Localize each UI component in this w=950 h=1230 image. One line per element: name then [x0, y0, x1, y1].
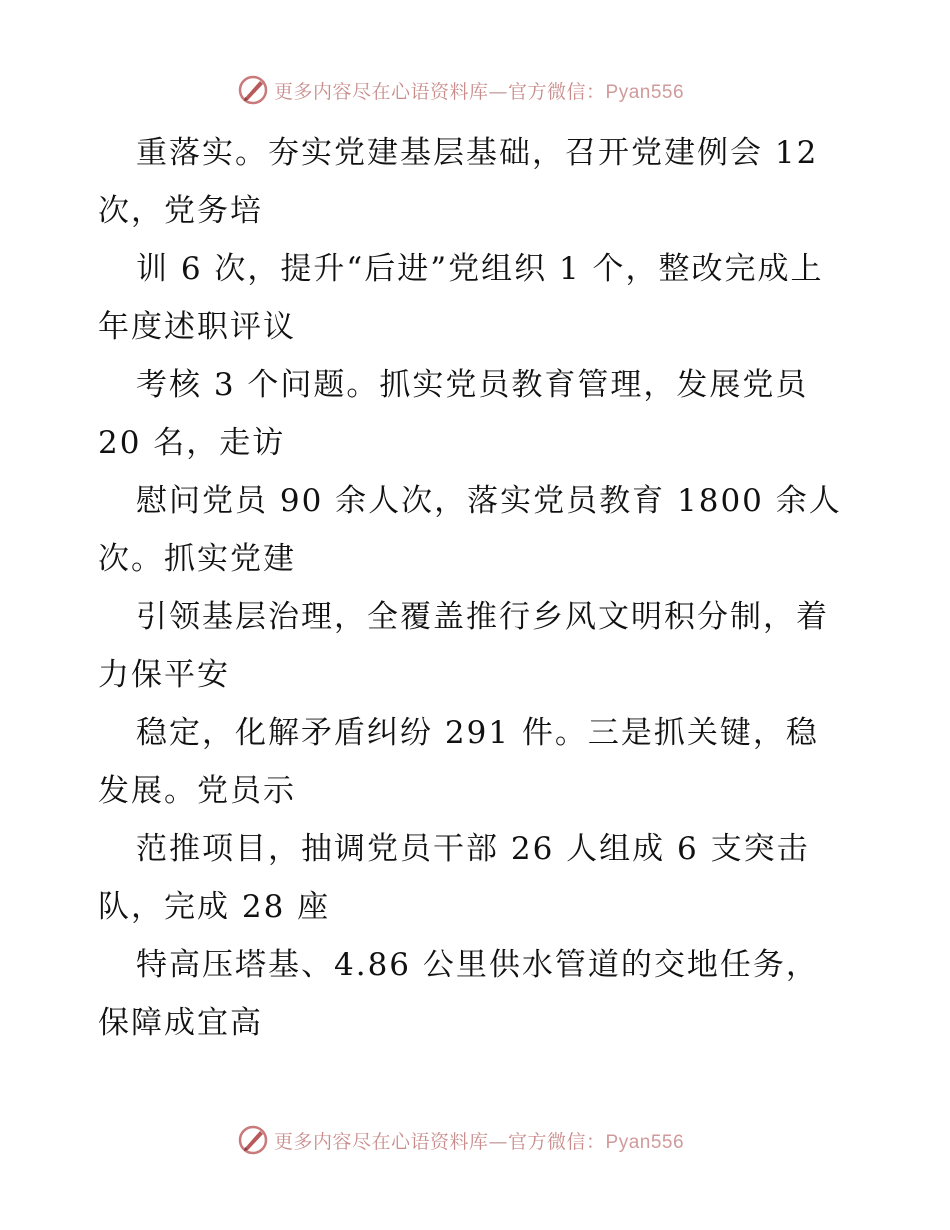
text-line: 引领基层治理，全覆盖推行乡风文明积分制，着	[136, 599, 829, 635]
text-line: 保障成宜高	[98, 1005, 263, 1041]
document-body	[98, 124, 888, 1052]
footer-watermark	[236, 1122, 684, 1158]
text-line: 年度述职评议	[98, 309, 296, 345]
text-line: 力保平安	[98, 657, 230, 693]
text-line: 次，党务培	[98, 193, 263, 229]
watermark-text: 更多内容尽在心语资料库—官方微信：Pyan556	[274, 1130, 685, 1153]
watermark-text: 更多内容尽在心语资料库—官方微信：Pyan556	[274, 80, 685, 103]
text-line: 考核 3 个问题。抓实党员教育管理，发展党员	[136, 367, 809, 403]
quill-logo-icon	[236, 73, 270, 107]
text-line: 特高压塔基、4.86 公里供水管道的交地任务，	[136, 947, 819, 983]
text-line: 训 6 次，提升“后进”党组织 1 个，整改完成上	[136, 251, 824, 287]
header-watermark	[236, 72, 684, 108]
text-line: 发展。党员示	[98, 773, 296, 809]
text-line: 稳定，化解矛盾纠纷 291 件。三是抓关键，稳	[136, 715, 819, 751]
text-line: 次。抓实党建	[98, 541, 296, 577]
text-line: 队，完成 28 座	[98, 889, 331, 925]
text-line: 20 名，走访	[98, 425, 286, 461]
text-line: 范推项目，抽调党员干部 26 人组成 6 支突击	[136, 831, 810, 867]
text-line: 慰问党员 90 余人次，落实党员教育 1800 余人	[136, 483, 842, 519]
text-line: 重落实。夯实党建基层基础，召开党建例会 12	[136, 135, 819, 171]
quill-logo-icon	[236, 1123, 270, 1157]
